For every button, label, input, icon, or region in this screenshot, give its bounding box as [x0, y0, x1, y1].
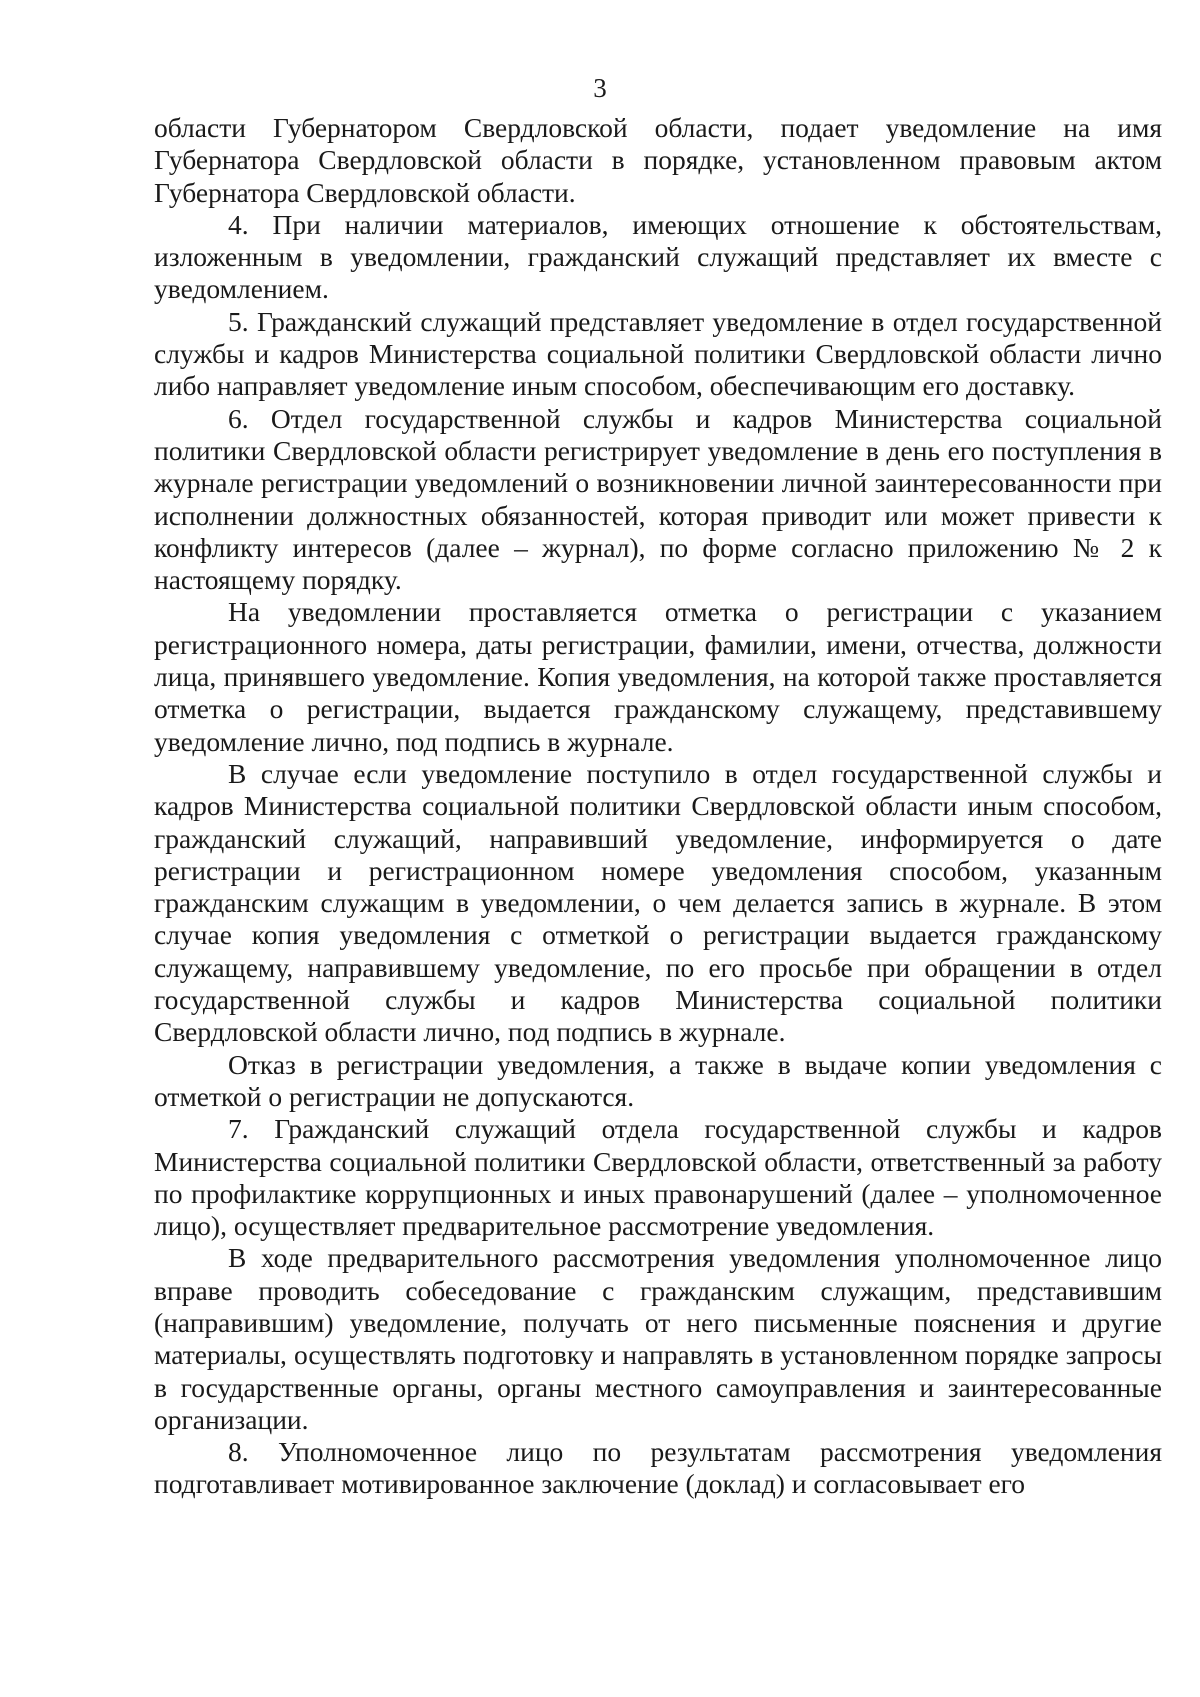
paragraph-refusal: Отказ в регистрации уведомления, а также в выдаче копии уведомления с отметкой о регистрации не допускаются. — [154, 1048, 1162, 1112]
paragraph-item-7: 7. Гражданский служащий отдела государственной службы и кадров Министерства социальной политики Свердловской области, ответственный за работу по профилактике коррупционных и иных правонарушений (далее – уполномоченное лицо), осуществляет предварительное рассмотрение уведомления. — [154, 1113, 1162, 1242]
paragraph-preliminary-review: В ходе предварительного рассмотрения уведомления уполномоченное лицо вправе проводить собеседование с гражданским служащим, представившим (направившим) уведомление, получать от него письменные пояснения и другие материалы, осуществлять подготовку и направлять в установленном порядке запросы в государственные органы, органы местного самоуправления и заинтересованные организации. — [154, 1242, 1162, 1435]
paragraph-registration-mark: На уведомлении проставляется отметка о регистрации с указанием регистрационного номера, даты регистрации, фамилии, имени, отчества, должности лица, принявшего уведомление. Копия уведомления, на которой также проставляется отметка о регистрации, выдается гражданскому служащему, представившему уведомление лично, под подпись в журнале. — [154, 596, 1162, 757]
paragraph-item-4: 4. При наличии материалов, имеющих отношение к обстоятельствам, изложенным в уведомлении, гражданский служащий представляет их вместе с уведомлением. — [154, 208, 1162, 305]
paragraph-item-8: 8. Уполномоченное лицо по результатам рассмотрения уведомления подготавливает мотивированное заключение (доклад) и согласовывает его — [154, 1436, 1162, 1500]
paragraph-item-5: 5. Гражданский служащий представляет уведомление в отдел государственной службы и кадров Министерства социальной политики Свердловской области лично либо направляет уведомление иным способом, обеспечивающим его доставку. — [154, 305, 1162, 402]
paragraph-continuation: области Губернатором Свердловской области, подает уведомление на имя Губернатора Свердловской области в порядке, установленном правовым актом Губернатора Свердловской области. — [154, 112, 1162, 208]
page-number: 3 — [593, 73, 607, 103]
document-body — [154, 112, 1162, 1501]
paragraph-other-method: В случае если уведомление поступило в отдел государственной службы и кадров Министерства социальной политики Свердловской области иным способом, гражданский служащий, направивший уведомление, информируется о дате регистрации и регистрационном номере уведомления способом, указанным гражданским служащим в уведомлении, о чем делается запись в журнале. В этом случае копия уведомления с отметкой о регистрации выдается гражданскому служащему, направившему уведомление, по его просьбе при обращении в отдел государственной службы и кадров Министерства социальной политики Свердловской области лично, под подпись в журнале. — [154, 757, 1162, 1048]
paragraph-item-6: 6. Отдел государственной службы и кадров Министерства социальной политики Свердловской области регистрирует уведомление в день его поступления в журнале регистрации уведомлений о возникновении личной заинтересованности при исполнении должностных обязанностей, которая приводит или может привести к конфликту интересов (далее – журнал), по форме согласно приложению № 2 к настоящему порядку. — [154, 402, 1162, 596]
